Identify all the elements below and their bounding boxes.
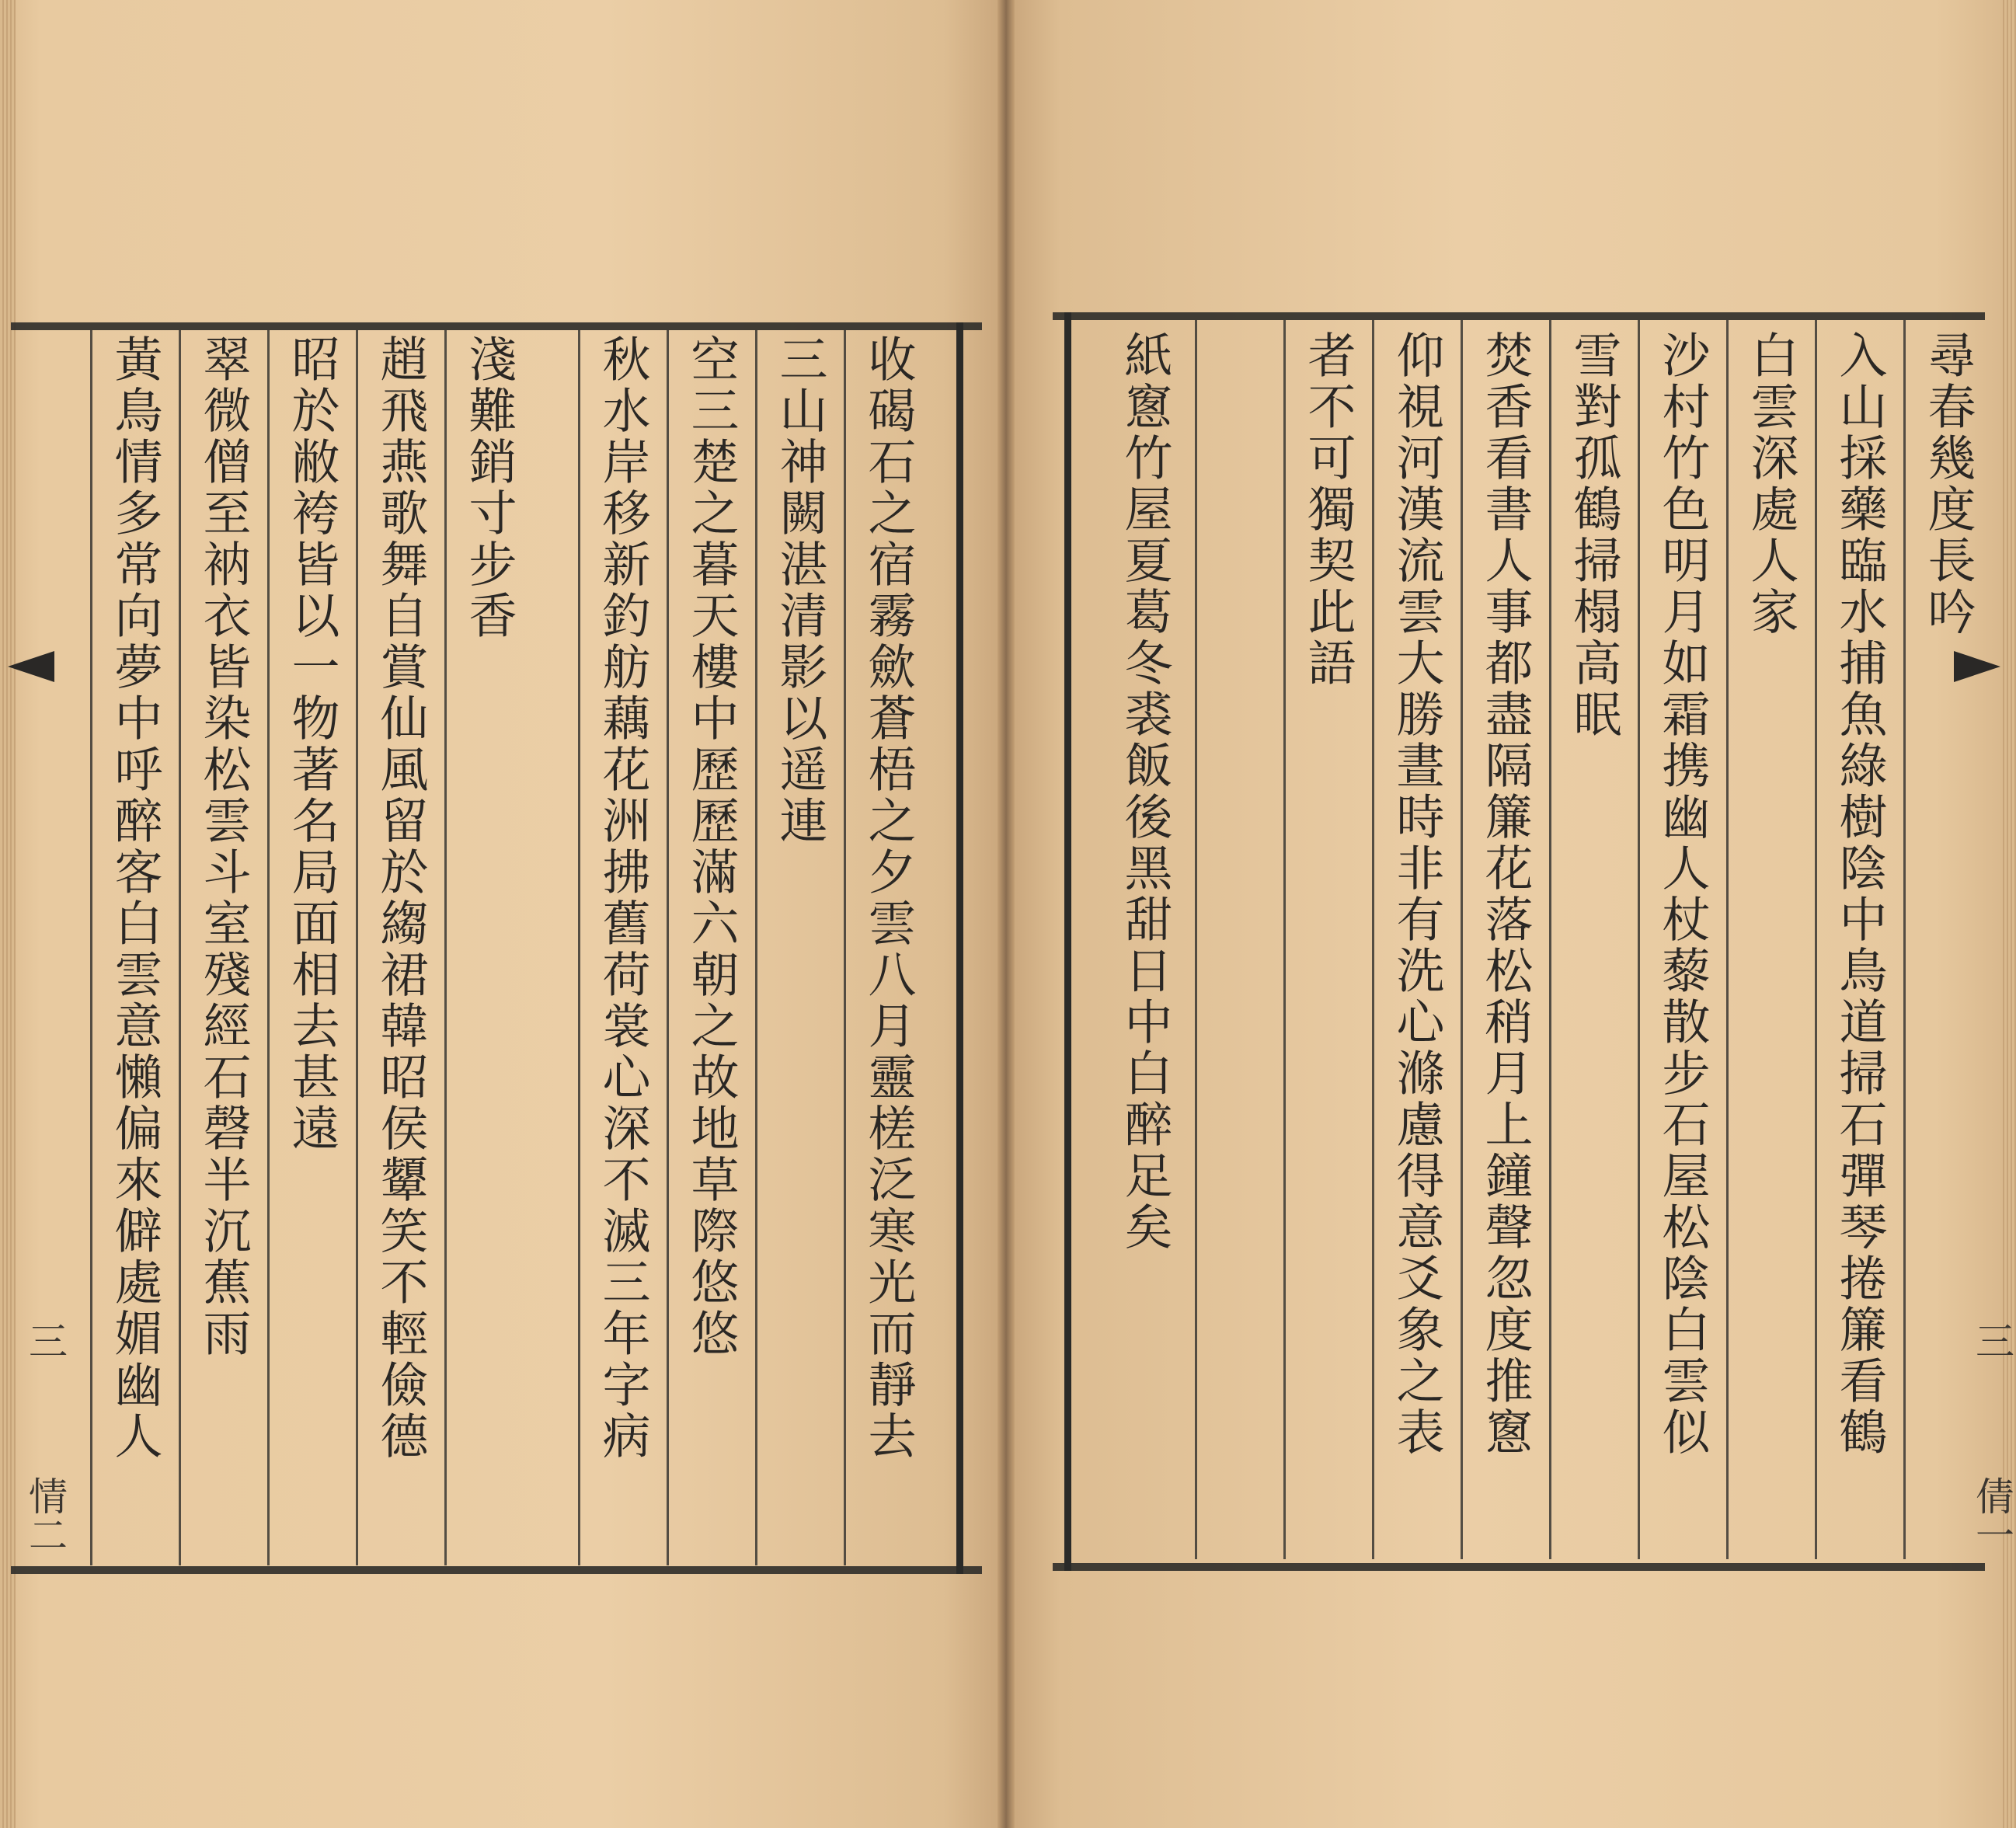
right-top-rule: [1053, 312, 1985, 320]
column-rule: [1283, 320, 1286, 1559]
column-rule: [1903, 320, 1906, 1559]
right-column-2: 入山採藥臨水捕魚綠樹陰中鳥道掃石彈琴捲簾看鶴: [1831, 330, 1888, 1458]
column-rule: [844, 330, 846, 1565]
right-column-5: 雪對孤鶴掃榻高眠: [1565, 330, 1622, 740]
right-frame-left-border: [1064, 312, 1095, 1571]
right-column-7: 仰視河漢流雲大勝晝時非有洗心滌慮得意爻象之表: [1388, 330, 1445, 1458]
column-rule: [1461, 320, 1463, 1559]
right-bottom-rule: [1053, 1563, 1985, 1571]
right-column-4: 沙村竹色明月如霜携幽人杖藜散步石屋松陰白雲似: [1654, 330, 1711, 1458]
right-fold-page-number: 三: [1969, 1321, 2014, 1360]
left-column-7: 昭於敝袴皆以一物著名局面相去甚遠: [284, 334, 340, 1154]
right-column-9: 紙窻竹屋夏葛冬裘飯後黑甜日中白醉足矣: [1116, 330, 1173, 1253]
column-rule: [179, 330, 181, 1565]
right-column-6: 焚香看書人事都盡隔簾花落松稍月上鐘聲忽度推窻: [1477, 330, 1534, 1458]
column-rule: [267, 330, 270, 1565]
column-rule: [90, 330, 92, 1565]
column-rule: [1638, 320, 1640, 1559]
column-rule: [356, 330, 358, 1565]
left-column-8: 翠微僧至衲衣皆染松雲斗室殘經石磬半沉蕉雨: [195, 334, 252, 1360]
column-rule: [755, 330, 757, 1565]
column-rule: [1549, 320, 1551, 1559]
left-column-2: 三山神闕湛清影以遥連: [771, 334, 828, 847]
left-page-edge: [0, 0, 16, 1828]
left-fold-page-number: 三: [23, 1321, 68, 1360]
column-rule: [667, 330, 669, 1565]
column-rule: [1372, 320, 1374, 1559]
right-page-edge: [2000, 0, 2016, 1828]
left-column-4: 秋水岸移新釣舫藕花洲拂舊荷裳心深不滅三年字病: [594, 334, 651, 1462]
column-rule: [1726, 320, 1729, 1559]
left-column-5: 淺難銷寸步香: [461, 334, 517, 642]
column-rule: [1195, 320, 1197, 1559]
left-column-6: 趙飛燕歌舞自賞仙風留於縐裙韓昭侯顰笑不輕儉德: [372, 334, 429, 1462]
right-fold-section: 倩一: [1969, 1476, 2014, 1554]
left-fold-section: 情二: [23, 1476, 68, 1554]
left-column-1: 收碣石之宿霧歛蒼梧之夕雲八月靈槎泛寒光而靜去: [860, 334, 917, 1462]
column-rule: [578, 330, 580, 1565]
right-column-1: 尋春幾度長吟: [1920, 330, 1976, 638]
right-column-8: 者不可獨契此語: [1300, 330, 1356, 689]
column-rule: [1815, 320, 1817, 1559]
right-column-3: 白雲深處人家: [1743, 330, 1799, 638]
left-column-3: 空三楚之暮天樓中歷歷滿六朝之故地草際悠悠: [683, 334, 740, 1360]
book-gutter: [998, 0, 1015, 1828]
column-rule: [444, 330, 447, 1565]
left-column-9: 黃鳥情多常向夢中呼醉客白雲意懶偏來僻處媚幽人: [106, 334, 163, 1462]
